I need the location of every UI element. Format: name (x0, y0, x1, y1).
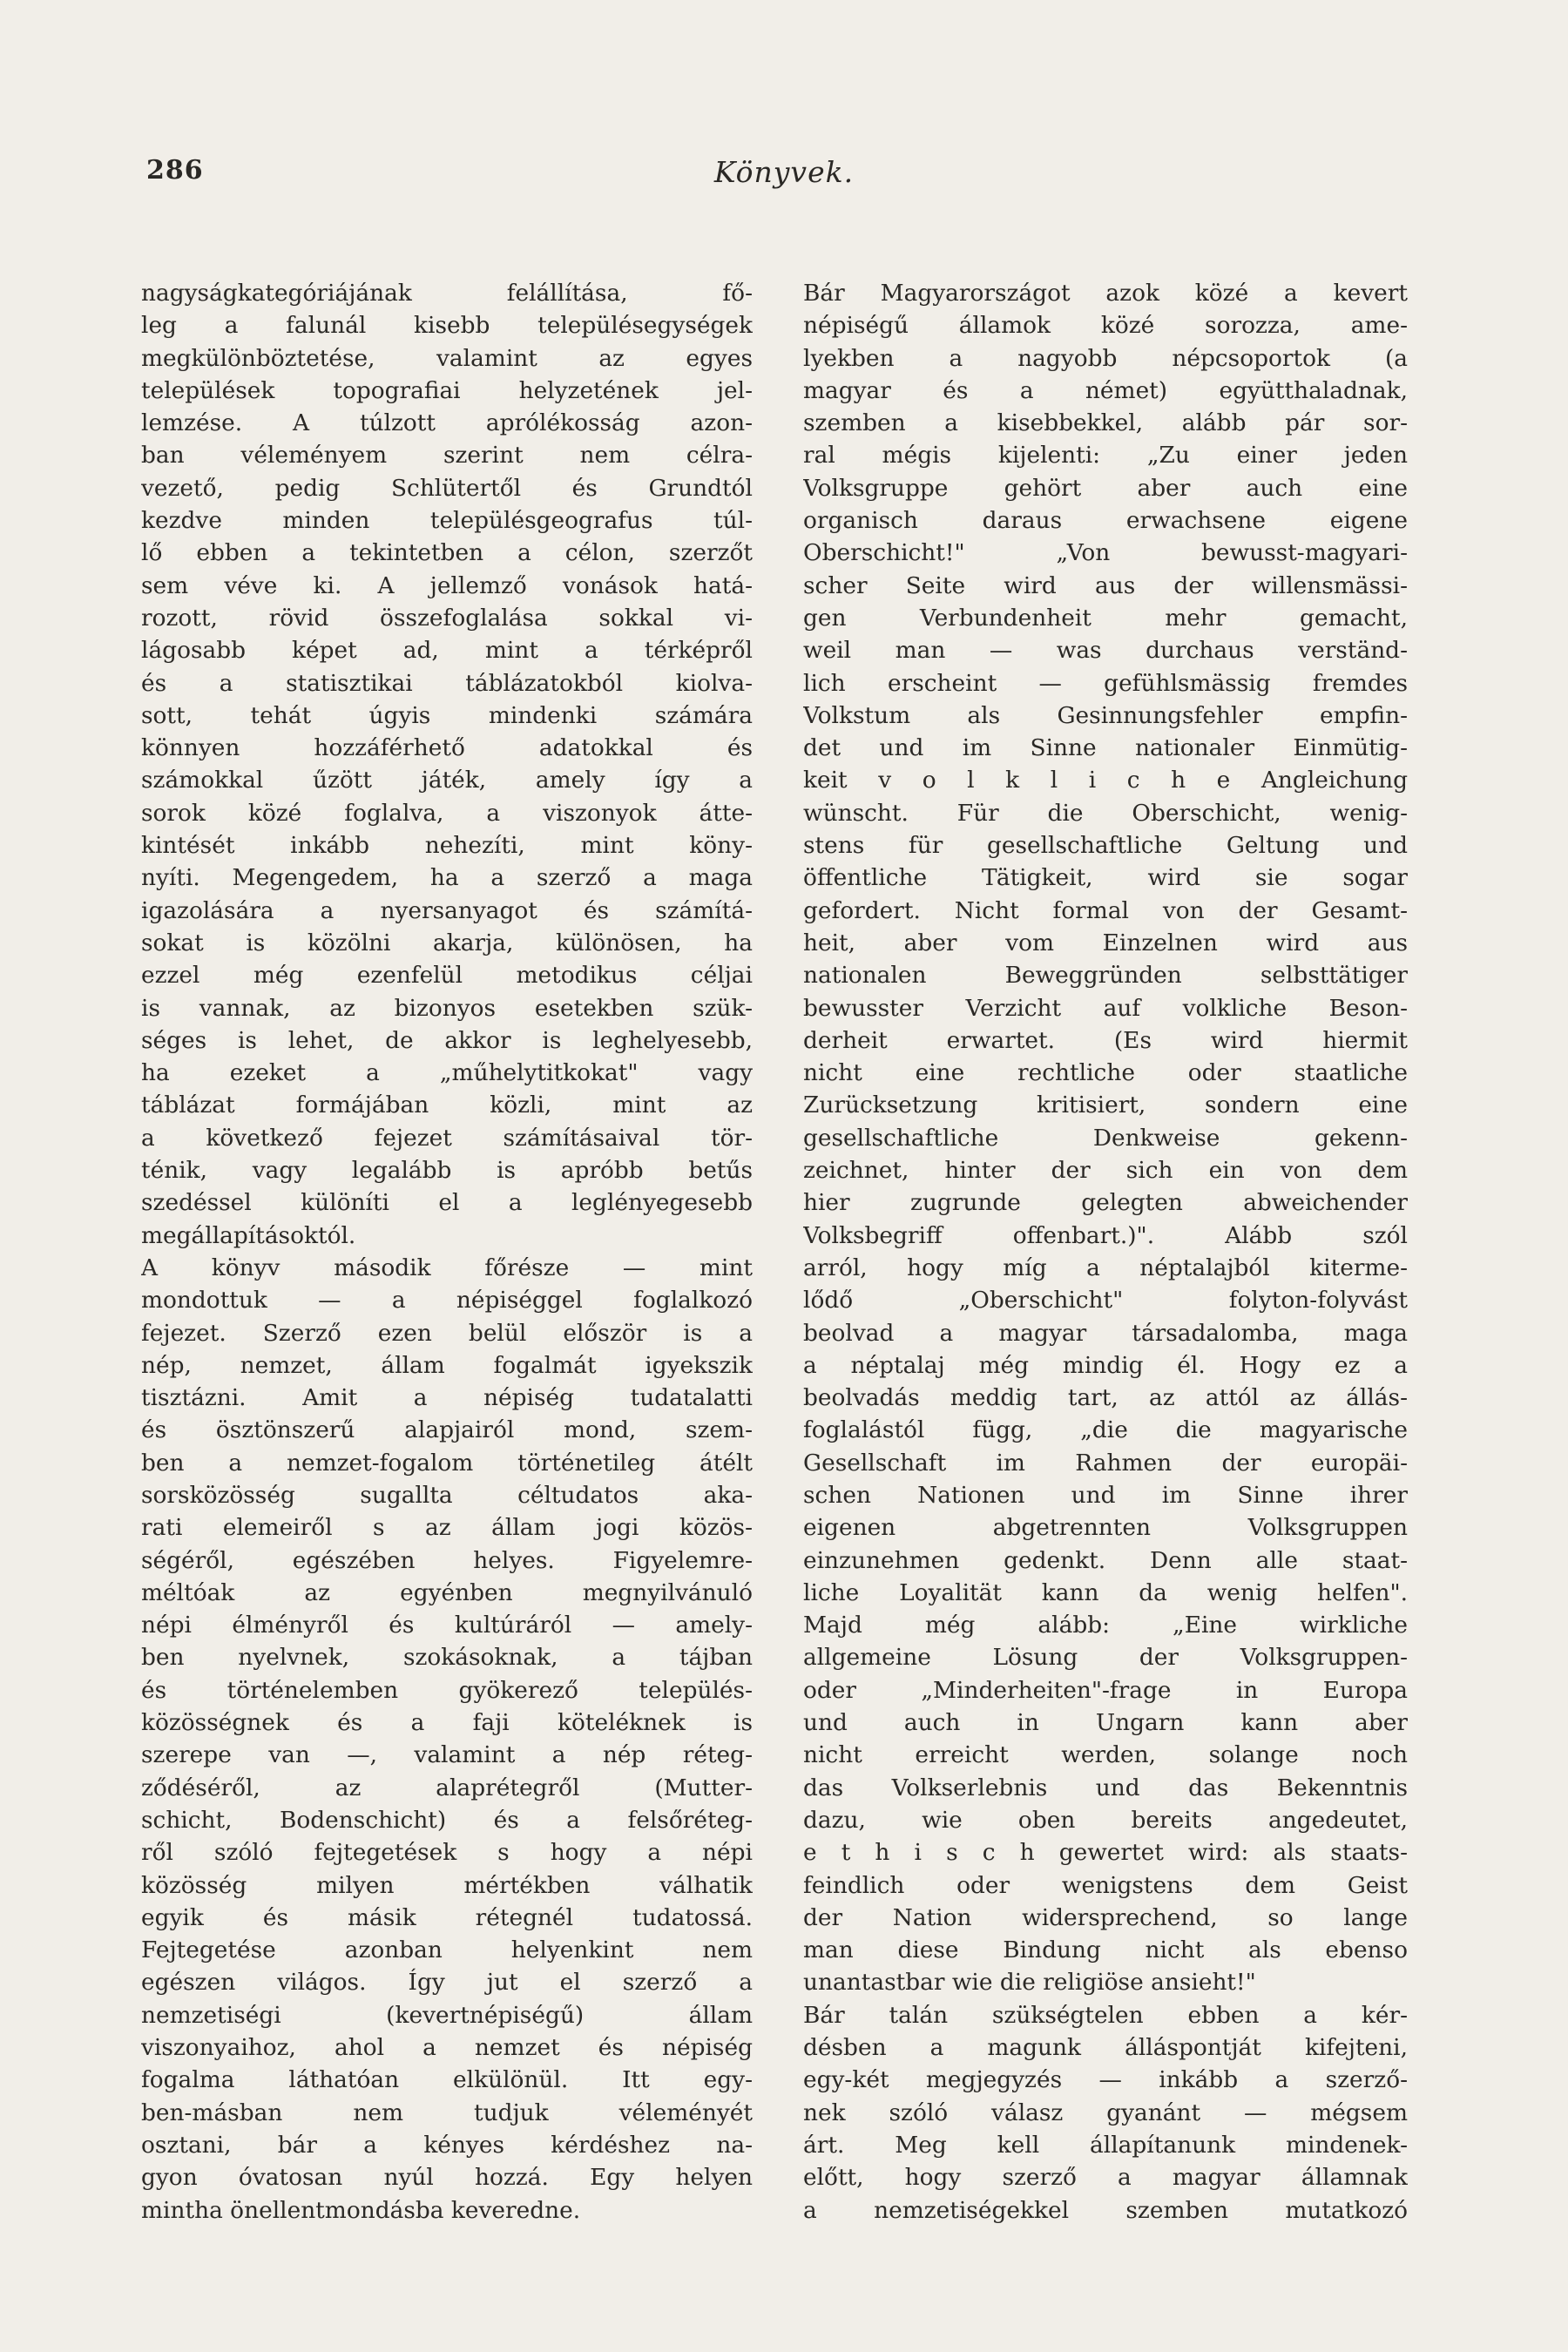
text-line: öffentliche Tätigkeit, wird sie sogar (803, 864, 1408, 892)
text-line: lő ebben a tekintetben a célon, szerzőt (141, 539, 753, 567)
text-line: a következő fejezet számításaival tör- (141, 1124, 753, 1152)
text-line: weil man — was durchaus verständ- (803, 637, 1408, 665)
text-line: Bár Magyarországot azok közé a kevert (803, 280, 1408, 307)
text-line: hier zugrunde gelegten abweichender (803, 1189, 1408, 1217)
text-line: zeichnet, hinter der sich ein von dem (803, 1157, 1408, 1185)
text-line: eigenen abgetrennten Volksgruppen (803, 1514, 1408, 1542)
text-line: Volksgruppe gehört aber auch eine (803, 474, 1408, 502)
text-line: táblázat formájában közli, mint az (141, 1092, 753, 1119)
text-line: sokat is közölni akarja, különösen, ha (141, 929, 753, 956)
text-line: Volkstum als Gesinnungsfehler empfin- (803, 701, 1408, 729)
text-line: arról, hogy míg a néptalajból kiterme- (803, 1254, 1408, 1281)
text-line: unantastbar wie die religiöse ansieht!" (803, 1969, 1256, 1997)
text-line: gyon óvatosan nyúl hozzá. Egy helyen (141, 2164, 753, 2192)
text-line: a nemzetiségekkel szemben mutatkozó (803, 2196, 1408, 2224)
text-line: das Volkserlebnis und das Bekenntnis (803, 1774, 1408, 1801)
text-line: és ösztönszerű alapjairól mond, szem- (141, 1416, 753, 1444)
text-line: és a statisztikai táblázatokból kiolva- (141, 669, 753, 697)
text-line: lyekben a nagyobb népcsoportok (a (803, 344, 1408, 372)
text-line: keit v o l k l i c h e Angleichung (803, 767, 1408, 794)
text-line: települések topografiai helyzetének jel- (141, 376, 753, 404)
text-line: beolvadás meddig tart, az attól az állás- (803, 1384, 1408, 1412)
text-line: könnyen hozzáférhető adatokkal és (141, 734, 753, 762)
text-line: e t h i s c h gewertet wird: als staats- (803, 1839, 1408, 1867)
text-line: heit, aber vom Einzelnen wird aus (803, 929, 1408, 956)
text-line: sem véve ki. A jellemző vonások hatá- (141, 571, 753, 599)
text-line: ténik, vagy legalább is apróbb betűs (141, 1157, 753, 1185)
text-line: nyíti. Megengedem, ha a szerző a maga (141, 864, 753, 892)
text-line: ban véleményem szerint nem célra- (141, 442, 753, 470)
text-line: szerepe van —, valamint a nép réteg- (141, 1741, 753, 1769)
text-line: derheit erwartet. (Es wird hiermit (803, 1026, 1408, 1054)
text-line: sorsközösség sugallta céltudatos aka- (141, 1481, 753, 1509)
text-line: und auch in Ungarn kann aber (803, 1709, 1408, 1737)
text-line: liche Loyalität kann da wenig helfen". (803, 1578, 1408, 1606)
text-line: megállapításoktól. (141, 1221, 356, 1249)
text-line: nicht erreicht werden, solange noch (803, 1741, 1408, 1769)
text-line: ben-másban nem tudjuk véleményét (141, 2099, 753, 2126)
text-line: feindlich oder wenigstens dem Geist (803, 1871, 1408, 1899)
text-line: Zurücksetzung kritisiert, sondern eine (803, 1092, 1408, 1119)
text-line: désben a magunk álláspontját kifejteni, (803, 2034, 1408, 2062)
text-line: egy-két megjegyzés — inkább a szerző- (803, 2066, 1408, 2094)
text-line: ha ezeket a „műhelytitkokat" vagy (141, 1059, 753, 1087)
text-line: schen Nationen und im Sinne ihrer (803, 1481, 1408, 1509)
text-line: bewusster Verzicht auf volkliche Beson- (803, 994, 1408, 1022)
text-line: osztani, bár a kényes kérdéshez na- (141, 2131, 753, 2159)
text-line: Volksbegriff offenbart.)". Alább szól (803, 1221, 1408, 1249)
text-line: ezzel még ezenfelül metodikus céljai (141, 962, 753, 990)
text-line: szedéssel különíti el a leglényegesebb (141, 1189, 753, 1217)
text-line: sorok közé foglalva, a viszonyok átte- (141, 799, 753, 827)
text-line: Gesellschaft im Rahmen der europäi- (803, 1449, 1408, 1477)
text-line: stens für gesellschaftliche Geltung und (803, 832, 1408, 860)
text-line: és történelemben gyökerező település- (141, 1676, 753, 1704)
text-line: fogalma láthatóan elkülönül. Itt egy- (141, 2066, 753, 2094)
text-line: árt. Meg kell állapítanunk mindenek- (803, 2131, 1408, 2159)
text-line: szemben a kisebbekkel, alább pár sor- (803, 409, 1408, 437)
text-line: mondottuk — a népiséggel foglalkozó (141, 1287, 753, 1315)
text-line: ben nyelvnek, szokásoknak, a tájban (141, 1644, 753, 1672)
text-line: viszonyaihoz, ahol a nemzet és népiség (141, 2034, 753, 2062)
text-line: ral mégis kijelenti: „Zu einer jeden (803, 442, 1408, 470)
text-line: gesellschaftliche Denkweise gekenn- (803, 1124, 1408, 1152)
text-line: scher Seite wird aus der willensmässi- (803, 571, 1408, 599)
text-line: előtt, hogy szerző a magyar államnak (803, 2164, 1408, 2192)
text-line: A könyv második főrésze — mint (141, 1254, 753, 1281)
text-line: is vannak, az bizonyos esetekben szük- (141, 994, 753, 1022)
text-line: egyik és másik rétegnél tudatossá. (141, 1903, 753, 1931)
text-line: nemzetiségi (kevertnépiségű) állam (141, 2001, 753, 2029)
text-line: beolvad a magyar társadalomba, maga (803, 1319, 1408, 1347)
text-line: dazu, wie oben bereits angedeutet, (803, 1806, 1408, 1834)
text-line: nationalen Beweggründen selbsttätiger (803, 962, 1408, 990)
text-line: ben a nemzet-fogalom történetileg átélt (141, 1449, 753, 1477)
text-line: nagyságkategóriájának felállítása, fő- (141, 280, 753, 307)
text-line: séges is lehet, de akkor is leghelyesebb, (141, 1026, 753, 1054)
text-line: leg a falunál kisebb településegységek (141, 312, 753, 340)
text-line: wünscht. Für die Oberschicht, wenig- (803, 799, 1408, 827)
text-line: lich erscheint — gefühlsmässig fremdes (803, 669, 1408, 697)
text-line: igazolására a nyersanyagot és számítá- (141, 896, 753, 924)
text-line: rati elemeiről s az állam jogi közös- (141, 1514, 753, 1542)
text-line: oder „Minderheiten"-frage in Europa (803, 1676, 1408, 1704)
text-line: det und im Sinne nationaler Einmütig- (803, 734, 1408, 762)
text-line: Oberschicht!" „Von bewusst-magyari- (803, 539, 1408, 567)
text-line: a néptalaj még mindig él. Hogy ez a (803, 1351, 1408, 1379)
text-line: méltóak az egyénben megnyilvánuló (141, 1578, 753, 1606)
text-line: egészen világos. Így jut el szerző a (141, 1969, 753, 1997)
text-line: fejezet. Szerző ezen belül először is a (141, 1319, 753, 1347)
text-line: gen Verbundenheit mehr gemacht, (803, 604, 1408, 632)
text-line: man diese Bindung nicht als ebenso (803, 1936, 1408, 1964)
text-line: tisztázni. Amit a népiség tudatalatti (141, 1384, 753, 1412)
text-line: népiségű államok közé sorozza, ame- (803, 312, 1408, 340)
text-line: lődő „Oberschicht" folyton-folyvást (803, 1287, 1408, 1315)
text-line: kezdve minden településgeografus túl- (141, 507, 753, 535)
text-line: allgemeine Lösung der Volksgruppen- (803, 1644, 1408, 1672)
text-line: schicht, Bodenschicht) és a felsőréteg- (141, 1806, 753, 1834)
text-line: népi élményről és kultúráról — amely- (141, 1612, 753, 1639)
text-line: Majd még alább: „Eine wirkliche (803, 1612, 1408, 1639)
text-line: vezető, pedig Schlütertől és Grundtól (141, 474, 753, 502)
text-line: rozott, rövid összefoglalása sokkal vi- (141, 604, 753, 632)
text-line: organisch daraus erwachsene eigene (803, 507, 1408, 535)
text-line: ződéséről, az alaprétegről (Mutter- (141, 1774, 753, 1801)
text-line: sott, tehát úgyis mindenki számára (141, 701, 753, 729)
text-line: megkülönböztetése, valamint az egyes (141, 344, 753, 372)
text-line: ről szóló fejtegetések s hogy a népi (141, 1839, 753, 1867)
page-number: 286 (146, 155, 204, 186)
text-line: nek szóló válasz gyanánt — mégsem (803, 2099, 1408, 2126)
right-column (803, 277, 1408, 2227)
text-line: közösség milyen mértékben válhatik (141, 1871, 753, 1899)
text-line: Fejtegetése azonban helyenkint nem (141, 1936, 753, 1964)
left-column (141, 277, 753, 2227)
text-line: mintha önellentmondásba keveredne. (141, 2196, 581, 2224)
text-line: lágosabb képet ad, mint a térképről (141, 637, 753, 665)
text-line: közösségnek és a faji köteléknek is (141, 1709, 753, 1737)
text-line: einzunehmen gedenkt. Denn alle staat- (803, 1546, 1408, 1574)
text-line: számokkal űzött játék, amely így a (141, 767, 753, 794)
text-line: ségéről, egészében helyes. Figyelemre- (141, 1546, 753, 1574)
text-line: nicht eine rechtliche oder staatliche (803, 1059, 1408, 1087)
text-line: gefordert. Nicht formal von der Gesamt- (803, 896, 1408, 924)
text-line: lemzése. A túlzott aprólékosság azon- (141, 409, 753, 437)
text-line: nép, nemzet, állam fogalmát igyekszik (141, 1351, 753, 1379)
text-line: der Nation widersprechend, so lange (803, 1903, 1408, 1931)
text-line: kintését inkább nehezíti, mint köny- (141, 832, 753, 860)
text-line: foglalástól függ, „die die magyarische (803, 1416, 1408, 1444)
text-line: magyar és a német) együtthaladnak, (803, 376, 1408, 404)
text-line: Bár talán szükségtelen ebben a kér- (803, 2001, 1408, 2029)
running-head: Könyvek. (713, 155, 855, 189)
